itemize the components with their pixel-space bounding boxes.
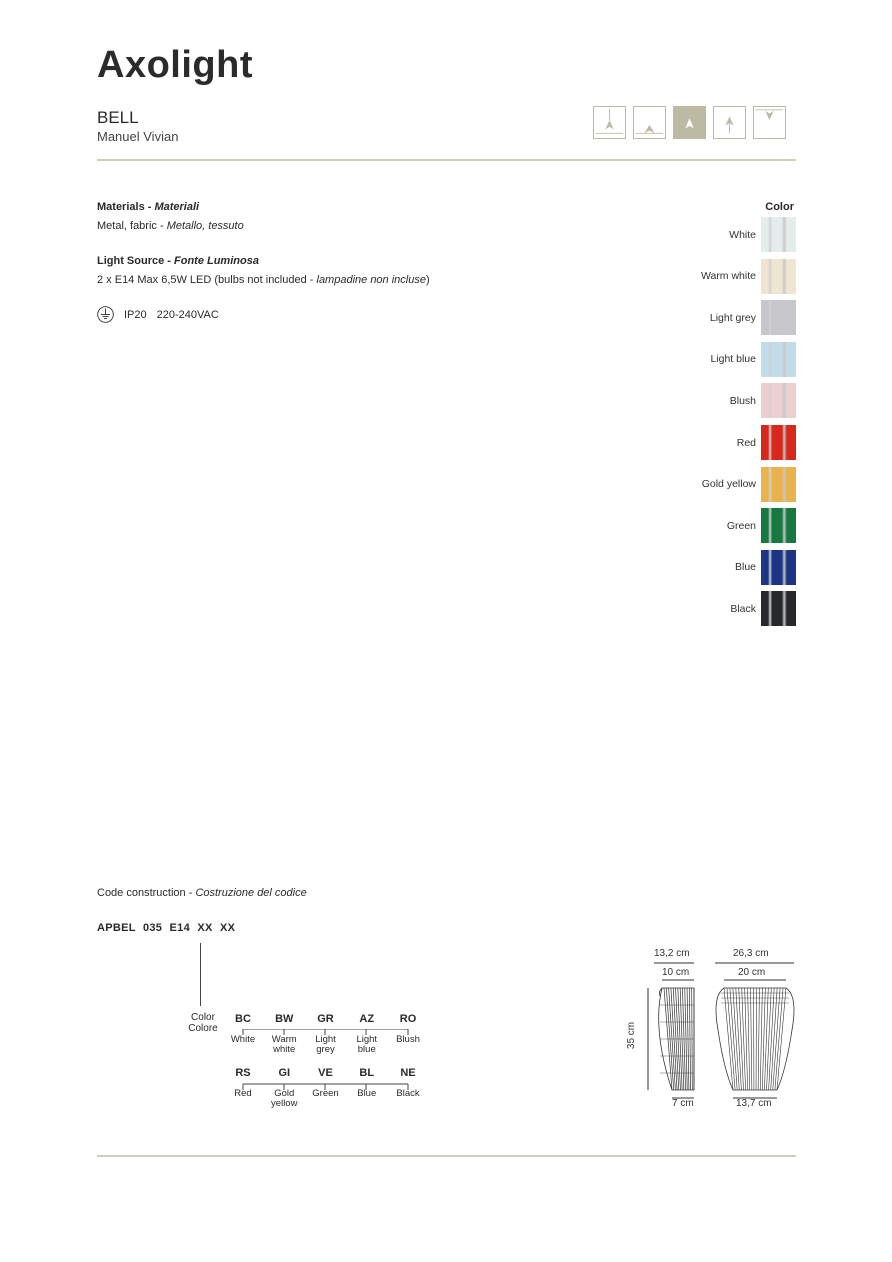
light-source-value: 2 x E14 Max 6,5W LED (bulbs not included - lampadine non incluse) bbox=[97, 274, 430, 286]
color-swatch bbox=[761, 508, 796, 543]
lamp-drawings bbox=[620, 940, 800, 1120]
code-color-name: Green bbox=[312, 1088, 339, 1099]
color-swatch-label: Light blue bbox=[710, 353, 756, 366]
header-divider bbox=[97, 159, 796, 161]
color-swatch-label: Gold yellow bbox=[701, 478, 756, 491]
ground-icon bbox=[97, 306, 114, 323]
code-color-name: White bbox=[230, 1034, 256, 1045]
color-swatch bbox=[761, 217, 796, 252]
color-heading: Color bbox=[765, 201, 794, 213]
front-bottom-dim: 13,7 cm bbox=[736, 1098, 772, 1109]
electrical-specs bbox=[97, 306, 219, 323]
ip-rating: IP20 bbox=[124, 308, 147, 321]
color-swatch bbox=[761, 383, 796, 418]
code-color-entry bbox=[306, 1013, 346, 1055]
color-swatch-row bbox=[680, 467, 796, 502]
code-color-name: Warm white bbox=[271, 1034, 297, 1055]
color-swatch-label: Blue bbox=[734, 561, 756, 574]
front-top-inner-dim: 20 cm bbox=[738, 967, 766, 978]
color-swatch-label: Light grey bbox=[709, 311, 756, 324]
color-swatch-label: Blush bbox=[729, 394, 756, 407]
color-swatch-row bbox=[680, 591, 796, 626]
product-name: BELL bbox=[97, 108, 139, 127]
code-abbr: GR bbox=[317, 1013, 334, 1025]
code-color-label bbox=[183, 1012, 223, 1034]
color-swatch bbox=[761, 342, 796, 377]
code-color-name: Blush bbox=[396, 1034, 420, 1045]
height-dim: 35 cm bbox=[626, 1021, 638, 1050]
color-swatch-row bbox=[680, 342, 796, 377]
color-swatch-row bbox=[680, 383, 796, 418]
code-color-name: Gold yellow bbox=[271, 1088, 298, 1109]
color-swatch-row bbox=[680, 508, 796, 543]
code-color-entry bbox=[223, 1013, 263, 1045]
code-abbr: BC bbox=[235, 1013, 251, 1025]
code-abbr: AZ bbox=[359, 1013, 375, 1025]
materials-value: Metal, fabric - Metallo, tessuto bbox=[97, 220, 244, 232]
color-swatch bbox=[761, 425, 796, 460]
color-swatch-label: Green bbox=[726, 519, 756, 532]
code-color-entry bbox=[264, 1067, 304, 1109]
front-top-outer-dim: 26,3 cm bbox=[733, 948, 769, 959]
wall-lamp-icon bbox=[673, 106, 706, 139]
color-swatch-label: White bbox=[729, 228, 756, 241]
code-color-entry bbox=[347, 1067, 387, 1099]
code-color-entry bbox=[223, 1067, 263, 1099]
materials-label: Materials - Materiali bbox=[97, 201, 200, 213]
product-code: APBEL 035 E14 XX XX bbox=[97, 922, 236, 934]
code-color-name: Red bbox=[234, 1088, 252, 1099]
color-swatch-label: Warm white bbox=[700, 270, 756, 283]
color-swatch-row bbox=[680, 425, 796, 460]
code-color-name: Black bbox=[396, 1088, 420, 1099]
color-swatch-row bbox=[680, 259, 796, 294]
product-designer: Manuel Vivian bbox=[97, 129, 179, 144]
brand-logo: Axolight bbox=[97, 44, 253, 86]
code-abbr: NE bbox=[400, 1067, 416, 1079]
color-swatch bbox=[761, 591, 796, 626]
colore-label: Colore bbox=[188, 1023, 218, 1034]
code-abbr: RO bbox=[399, 1013, 417, 1025]
light-source-label: Light Source - Fonte Luminosa bbox=[97, 255, 259, 267]
code-connector-line bbox=[200, 943, 201, 1006]
ceiling-lamp-icon bbox=[753, 106, 786, 139]
color-swatch-label: Black bbox=[730, 602, 756, 615]
code-abbr: GI bbox=[278, 1067, 291, 1079]
code-color-name: Blue bbox=[357, 1088, 377, 1099]
color-swatch bbox=[761, 259, 796, 294]
code-color-entry bbox=[306, 1067, 346, 1099]
code-color-entry bbox=[264, 1013, 304, 1055]
side-top-outer-dim: 13,2 cm bbox=[654, 948, 690, 959]
code-color-entry bbox=[347, 1013, 387, 1055]
code-color-name: Light blue bbox=[356, 1034, 378, 1055]
table-lamp-icon bbox=[713, 106, 746, 139]
dimension-drawing bbox=[620, 940, 800, 1120]
footer-divider bbox=[97, 1155, 796, 1157]
code-abbr: BW bbox=[275, 1013, 294, 1025]
code-abbr: VE bbox=[318, 1067, 333, 1079]
color-swatch-row bbox=[680, 300, 796, 335]
color-swatch bbox=[761, 467, 796, 502]
side-top-inner-dim: 10 cm bbox=[662, 967, 690, 978]
code-color-name: Light grey bbox=[315, 1034, 336, 1055]
color-swatch-row bbox=[680, 217, 796, 252]
code-abbr: RS bbox=[235, 1067, 251, 1079]
color-label: Color bbox=[191, 1012, 215, 1023]
code-color-entry bbox=[388, 1013, 428, 1045]
color-swatch bbox=[761, 300, 796, 335]
color-swatch-row bbox=[680, 550, 796, 585]
pendant-lamp-icon bbox=[593, 106, 626, 139]
code-color-entry bbox=[388, 1067, 428, 1099]
code-construction-title: Code construction - Costruzione del codice bbox=[97, 887, 307, 899]
side-bottom-dim: 7 cm bbox=[672, 1098, 694, 1109]
floor-lamp-icon bbox=[633, 106, 666, 139]
color-swatch bbox=[761, 550, 796, 585]
lamp-type-icons bbox=[593, 106, 786, 139]
color-swatch-label: Red bbox=[736, 436, 756, 449]
code-abbr: BL bbox=[359, 1067, 375, 1079]
voltage: 220-240VAC bbox=[156, 308, 219, 321]
